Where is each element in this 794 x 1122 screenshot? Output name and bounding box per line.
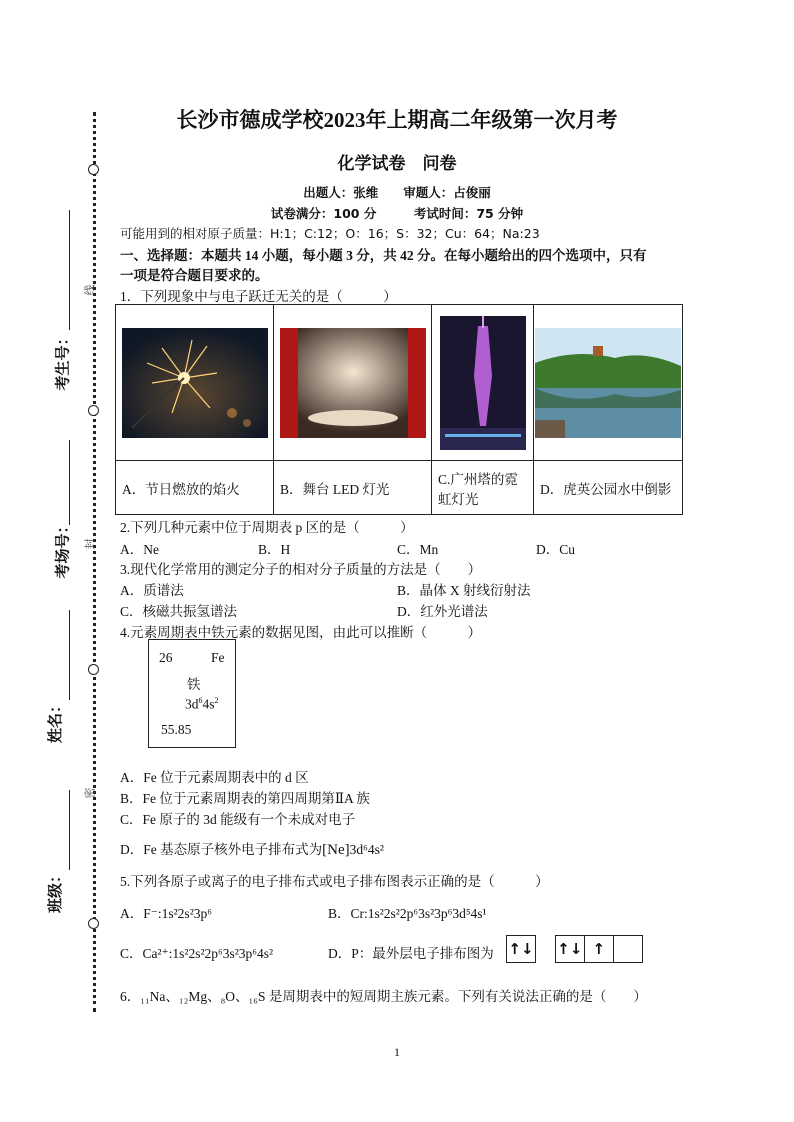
binding-dotted-line <box>93 112 96 1012</box>
q1-option-a[interactable]: A．节日燃放的焰火 <box>116 461 274 515</box>
q2-stem: 2.下列几种元素中位于周期表 p 区的是（ ） <box>120 520 414 535</box>
park-reflection-photo <box>535 328 681 438</box>
q3-option-c[interactable]: C．核磁共振氢谱法 <box>120 604 238 619</box>
q4-option-d-rest: 3d⁶4s² <box>349 842 384 857</box>
q5-option-c[interactable]: C．Ca²⁺:1s²2s²2p⁶3s²3p⁶4s² <box>120 946 274 961</box>
atomic-mass: 55.85 <box>161 722 192 737</box>
seal-mark-seal: 封 <box>84 538 97 550</box>
q4-option-a[interactable]: A．Fe 位于元素周期表中的 d 区 <box>120 770 309 785</box>
q1-option-c-line1: C.广州塔的霓 <box>438 471 518 487</box>
q2-option-c[interactable]: C．Mn <box>397 542 439 557</box>
binding-circle <box>88 918 99 929</box>
exam-number-field <box>18 210 78 390</box>
fireworks-photo <box>122 328 268 438</box>
score-time-line: 试卷满分：100 分 考试时间：75 分钟 <box>270 206 524 221</box>
exam-room-input-line[interactable] <box>69 440 70 525</box>
q1-image-cell-c <box>432 305 534 461</box>
canton-tower-photo <box>440 316 526 450</box>
q4-option-d[interactable] <box>120 838 384 859</box>
q5-stem: 5.下列各原子或离子的电子排布式或电子排布图表示正确的是（ ） <box>120 874 549 889</box>
exam-room-label: 考场号： <box>53 518 72 579</box>
q5-option-b[interactable]: B．Cr:1s²2s²2p⁶3s²3p⁶3d⁵4s¹ <box>328 906 487 921</box>
q5-option-a[interactable]: A．F⁻:1s²2s²3p⁶ <box>120 906 212 921</box>
school-title: 长沙市德成学校2023年上期高二年级第一次月考 <box>176 108 618 132</box>
q4-option-c[interactable]: C．Fe 原子的 3d 能级有一个未成对电子 <box>120 812 356 827</box>
orbital-diagram <box>506 935 643 963</box>
iron-element-box <box>148 639 236 748</box>
q1-stem: 1．下列现象中与电子跃迁无关的是（ ） <box>120 289 397 304</box>
element-name: 铁 <box>187 677 201 692</box>
q2-option-a[interactable]: A．Ne <box>120 542 159 557</box>
class-field <box>18 790 78 920</box>
orbital-3s: ↑↓ <box>506 935 536 963</box>
binding-circle <box>88 405 99 416</box>
q1-image-cell-d <box>534 305 683 461</box>
orbital-3p-3 <box>614 935 643 963</box>
name-label: 姓名： <box>46 697 65 744</box>
q1-option-b[interactable]: B．舞台 LED 灯光 <box>274 461 432 515</box>
q3-option-d[interactable]: D．红外光谱法 <box>397 604 488 619</box>
q6-stem: 6．₁₁Na、₁₂Mg、₈O、₁₆S 是周期表中的短周期主族元素。下列有关说法正确的是（ ） <box>120 989 647 1004</box>
q4-stem: 4.元素周期表中铁元素的数据见图，由此可以推断（ ） <box>120 625 482 640</box>
element-symbol: Fe <box>211 650 225 665</box>
q1-image-cell-a <box>116 305 274 461</box>
class-label: 班级： <box>46 867 65 914</box>
q5-option-d[interactable]: D．P：最外层电子排布图为 <box>328 946 494 961</box>
q4-option-b[interactable]: B．Fe 位于元素周期表的第四周期第ⅡA 族 <box>120 791 370 806</box>
class-input-line[interactable] <box>69 790 70 870</box>
seal-mark-secret: 密 <box>84 787 97 799</box>
atomic-masses-line: 可能用到的相对原子质量：H:1；C:12；O：16；S：32；Cu：64；Na:23 <box>120 226 540 241</box>
q1-option-c[interactable] <box>432 461 534 515</box>
stage-light-photo <box>280 328 426 438</box>
orbital-3p-2: ↑ <box>585 935 614 963</box>
q1-image-cell-b <box>274 305 432 461</box>
q2-option-d[interactable]: D．Cu <box>536 542 576 557</box>
exam-room-field <box>18 440 78 580</box>
q4-option-d-prefix: D．Fe 基态原子核外电子排布式为 <box>120 842 323 857</box>
page-number: 1 <box>394 1045 400 1059</box>
q1-option-d[interactable]: D．虎英公园水中倒影 <box>534 461 683 515</box>
q4-option-d-core: [Ne] <box>322 842 350 858</box>
seal-mark-line: 线 <box>84 284 97 296</box>
q3-stem: 3.现代化学常用的测定分子的相对分子质量的方法是（ ） <box>120 562 482 577</box>
q3-option-a[interactable]: A．质谱法 <box>120 583 184 598</box>
subject-title: 化学试卷 问卷 <box>337 154 457 174</box>
q3-option-b[interactable]: B．晶体 X 射线衍射法 <box>397 583 531 598</box>
exam-number-input-line[interactable] <box>69 210 70 330</box>
exam-number-label: 考生号： <box>53 330 72 391</box>
orbital-3p-1: ↑↓ <box>555 935 585 963</box>
atomic-number: 26 <box>159 650 173 665</box>
name-input-line[interactable] <box>69 610 70 700</box>
authors-line: 出题人：张维 审题人：占俊丽 <box>303 185 491 200</box>
section-heading: 一、选择题：本题共 14 小题，每小题 3 分，共 42 分。在每小题给出的四个选项中，只有 <box>120 248 647 263</box>
section-heading-cont: 一项是符合题目要求的。 <box>120 268 269 283</box>
q1-option-c-line2: 虹灯光 <box>438 491 479 507</box>
name-field <box>18 610 78 750</box>
binding-circle <box>88 664 99 675</box>
valence-config: $3d^64s^2$ <box>185 696 219 712</box>
q1-option-table <box>115 304 683 515</box>
q2-option-b[interactable]: B．H <box>258 542 291 557</box>
